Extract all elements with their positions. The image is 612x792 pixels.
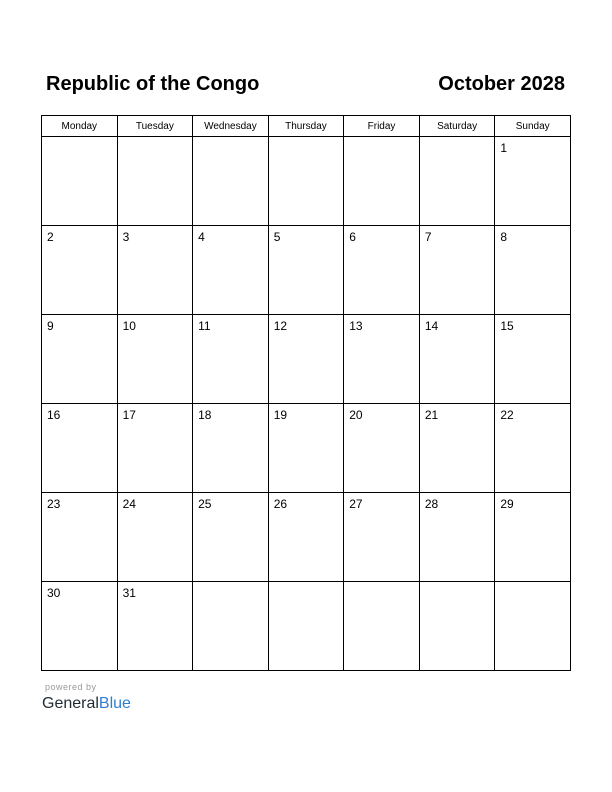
- day-number: 11: [198, 319, 211, 333]
- day-cell: [42, 582, 118, 671]
- day-number: 13: [349, 319, 363, 333]
- day-cell: [42, 226, 118, 315]
- day-number: 18: [198, 408, 212, 422]
- day-number: [269, 582, 344, 586]
- day-number: 26: [273, 497, 288, 511]
- day-cell: [117, 315, 193, 404]
- week-row: [42, 137, 571, 226]
- day-number: 16: [47, 408, 61, 422]
- day-cell: [419, 493, 495, 582]
- day-number: 23: [47, 497, 61, 511]
- day-cell: [268, 137, 344, 226]
- month-year-title: October 2028: [438, 73, 565, 95]
- day-cell: [117, 493, 193, 582]
- day-cell: [268, 226, 344, 315]
- weekday-header-row: [42, 116, 571, 137]
- day-cell: [344, 315, 420, 404]
- day-number: 19: [273, 408, 288, 422]
- day-cell: [117, 404, 193, 493]
- day-cell: [193, 493, 269, 582]
- week-row: [42, 315, 571, 404]
- week-row: [42, 404, 571, 493]
- day-number: 2: [47, 230, 54, 244]
- day-cell: [268, 582, 344, 671]
- day-number: 5: [273, 230, 281, 244]
- generalblue-logo[interactable]: [42, 694, 131, 714]
- day-cell: [344, 493, 420, 582]
- day-number: 14: [424, 319, 439, 333]
- weekday-header-tuesday: Tuesday: [117, 116, 193, 137]
- day-number: 31: [122, 586, 136, 600]
- day-cell: [344, 404, 420, 493]
- footer-branding: [42, 682, 131, 714]
- day-number: 17: [122, 408, 136, 422]
- day-number: 8: [500, 230, 508, 244]
- day-number: 30: [47, 586, 61, 600]
- day-number: 20: [349, 408, 363, 422]
- day-cell: [117, 582, 193, 671]
- day-number: [42, 137, 117, 141]
- day-cell: [344, 226, 420, 315]
- day-cell: [344, 137, 420, 226]
- day-number: 27: [349, 497, 363, 511]
- day-cell: [42, 315, 118, 404]
- day-number: [118, 137, 193, 141]
- month-calendar-grid: [41, 115, 571, 671]
- day-cell: [42, 493, 118, 582]
- day-number: [269, 137, 344, 141]
- weekday-header-thursday: Thursday: [268, 116, 344, 137]
- day-number: [344, 137, 419, 141]
- day-cell: [268, 404, 344, 493]
- day-cell: [419, 315, 495, 404]
- week-row: [42, 493, 571, 582]
- country-title: Republic of the Congo: [46, 73, 260, 95]
- day-number: 21: [424, 408, 439, 422]
- day-number: 7: [424, 230, 432, 244]
- weekday-header-monday: Monday: [42, 116, 118, 137]
- day-number: 24: [122, 497, 136, 511]
- day-number: [193, 582, 268, 586]
- day-cell: [117, 226, 193, 315]
- logo-word-general: General: [42, 695, 99, 712]
- day-number: [420, 582, 495, 586]
- day-cell: [193, 582, 269, 671]
- day-number: [344, 582, 419, 586]
- day-number: 10: [122, 319, 136, 333]
- weekday-header-saturday: Saturday: [419, 116, 495, 137]
- day-number: 12: [273, 319, 288, 333]
- day-number: 25: [198, 497, 212, 511]
- day-cell: [117, 137, 193, 226]
- day-number: 9: [47, 319, 54, 333]
- day-number: 22: [500, 408, 514, 422]
- weekday-header-friday: Friday: [344, 116, 420, 137]
- day-number: 28: [424, 497, 439, 511]
- day-cell: [344, 582, 420, 671]
- calendar-header: [42, 70, 571, 98]
- day-cell: [193, 226, 269, 315]
- day-number: [495, 582, 570, 586]
- week-row: [42, 582, 571, 671]
- day-cell: [42, 404, 118, 493]
- powered-by-text: powered by: [45, 682, 97, 692]
- day-number: 4: [198, 230, 205, 244]
- weekday-header-sunday: Sunday: [495, 116, 571, 137]
- day-number: [193, 137, 268, 141]
- day-number: 6: [349, 230, 356, 244]
- day-cell: [495, 404, 571, 493]
- day-cell: [495, 315, 571, 404]
- day-cell: [495, 226, 571, 315]
- day-cell: [193, 315, 269, 404]
- day-cell: [495, 582, 571, 671]
- day-cell: [42, 137, 118, 226]
- day-cell: [419, 226, 495, 315]
- logo-word-blue: Blue: [98, 695, 131, 712]
- day-number: 29: [500, 497, 514, 511]
- day-number: 3: [122, 230, 130, 244]
- week-row: [42, 226, 571, 315]
- day-cell: [268, 493, 344, 582]
- weekday-header-wednesday: Wednesday: [193, 116, 269, 137]
- day-number: 1: [500, 141, 508, 155]
- day-cell: [268, 315, 344, 404]
- day-cell: [495, 493, 571, 582]
- day-cell: [495, 137, 571, 226]
- day-number: [420, 137, 495, 141]
- day-cell: [419, 137, 495, 226]
- day-number: 15: [500, 319, 514, 333]
- day-cell: [193, 137, 269, 226]
- day-cell: [419, 404, 495, 493]
- day-cell: [193, 404, 269, 493]
- day-cell: [419, 582, 495, 671]
